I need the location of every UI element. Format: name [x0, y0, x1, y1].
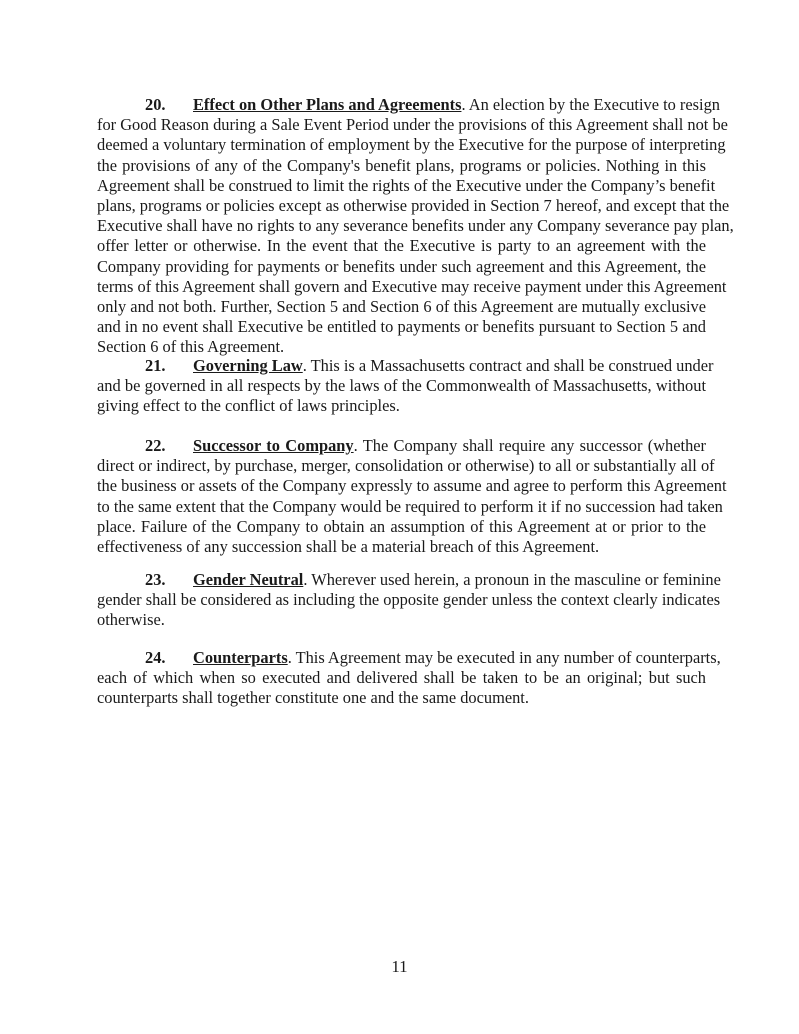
section-text-line: only and not both. Further, Section 5 and Section 6 of this Agreement are mutually exclusive: [97, 296, 706, 316]
section-text-line: effectiveness of any succession shall be a material breach of this Agreement.: [97, 536, 600, 556]
section-text-line: gender shall be considered as including the opposite gender unless the context clearly indicates: [97, 590, 721, 610]
section-20: [97, 95, 734, 357]
section-number: 24.: [145, 648, 166, 667]
section-text-line: terms of this Agreement shall govern and Executive may receive payment under this Agreement: [97, 276, 727, 296]
section-title: Successor to Company: [193, 436, 354, 455]
section-text-line: giving effect to the conflict of laws principles.: [97, 396, 400, 416]
section-first-line: [97, 95, 720, 115]
section-text: . The Company shall require any successor (whether: [353, 436, 706, 455]
section-text-line: Agreement shall be construed to limit the rights of the Executive under the Company’s benefit: [97, 175, 716, 195]
section-text-line: plans, programs or policies except as otherwise provided in Section 7 hereof, and except that the: [97, 195, 730, 215]
section-text-line: for Good Reason during a Sale Event Period under the provisions of this Agreement shall not be: [97, 115, 728, 135]
section-first-line: [97, 648, 721, 668]
section-number: 21.: [145, 356, 166, 375]
section-text: . An election by the Executive to resign: [461, 95, 720, 114]
section-text-line: Company providing for payments or benefits under such agreement and this Agreement, the: [97, 256, 706, 276]
section-text-line: counterparts shall together constitute one and the same document.: [97, 688, 529, 708]
section-text: . Wherever used herein, a pronoun in the masculine or feminine: [303, 570, 721, 589]
page-number: 11: [391, 957, 408, 976]
section-24: [97, 648, 721, 709]
section-text-line: and be governed in all respects by the laws of the Commonwealth of Massachusetts, without: [97, 376, 706, 396]
section-text-line: deemed a voluntary termination of employment by the Executive for the purpose of interpreting: [97, 135, 726, 155]
section-first-line: [97, 356, 714, 376]
section-text-line: each of which when so executed and delivered shall be taken to be an original; but such: [97, 668, 706, 688]
section-text: . This Agreement may be executed in any number of counterparts,: [287, 648, 721, 667]
section-21: [97, 356, 714, 417]
section-23: [97, 570, 721, 631]
section-number: 23.: [145, 570, 166, 589]
section-title: Governing Law: [193, 356, 303, 375]
section-text-line: the business or assets of the Company expressly to assume and agree to perform this Agreement: [97, 476, 727, 496]
section-22: [97, 436, 727, 557]
section-text-line: the provisions of any of the Company's benefit plans, programs or policies. Nothing in this: [97, 155, 706, 175]
section-text: . This is a Massachusetts contract and shall be construed under: [302, 356, 714, 375]
section-text-line: place. Failure of the Company to obtain an assumption of this Agreement at or prior to the: [97, 516, 706, 536]
section-text-line: Executive shall have no rights to any severance benefits under any Company severance pay plan,: [97, 216, 734, 236]
section-first-line: [97, 436, 706, 456]
section-number: 20.: [145, 95, 166, 114]
section-text-line: otherwise.: [97, 610, 165, 630]
section-text-line: direct or indirect, by purchase, merger, consolidation or otherwise) to all or substantially all of: [97, 456, 715, 476]
section-number: 22.: [145, 436, 166, 455]
section-text-line: to the same extent that the Company would be required to perform it if no succession had taken: [97, 496, 723, 516]
section-text-line: and in no event shall Executive be entitled to payments or benefits pursuant to Section 5 and: [97, 317, 706, 337]
section-title: Gender Neutral: [193, 570, 304, 589]
section-first-line: [97, 570, 721, 590]
section-text-line: offer letter or otherwise. In the event that the Executive is party to an agreement with the: [97, 236, 706, 256]
section-text-line: Section 6 of this Agreement.: [97, 337, 285, 357]
section-title: Counterparts: [193, 648, 288, 667]
section-title: Effect on Other Plans and Agreements: [193, 95, 462, 114]
